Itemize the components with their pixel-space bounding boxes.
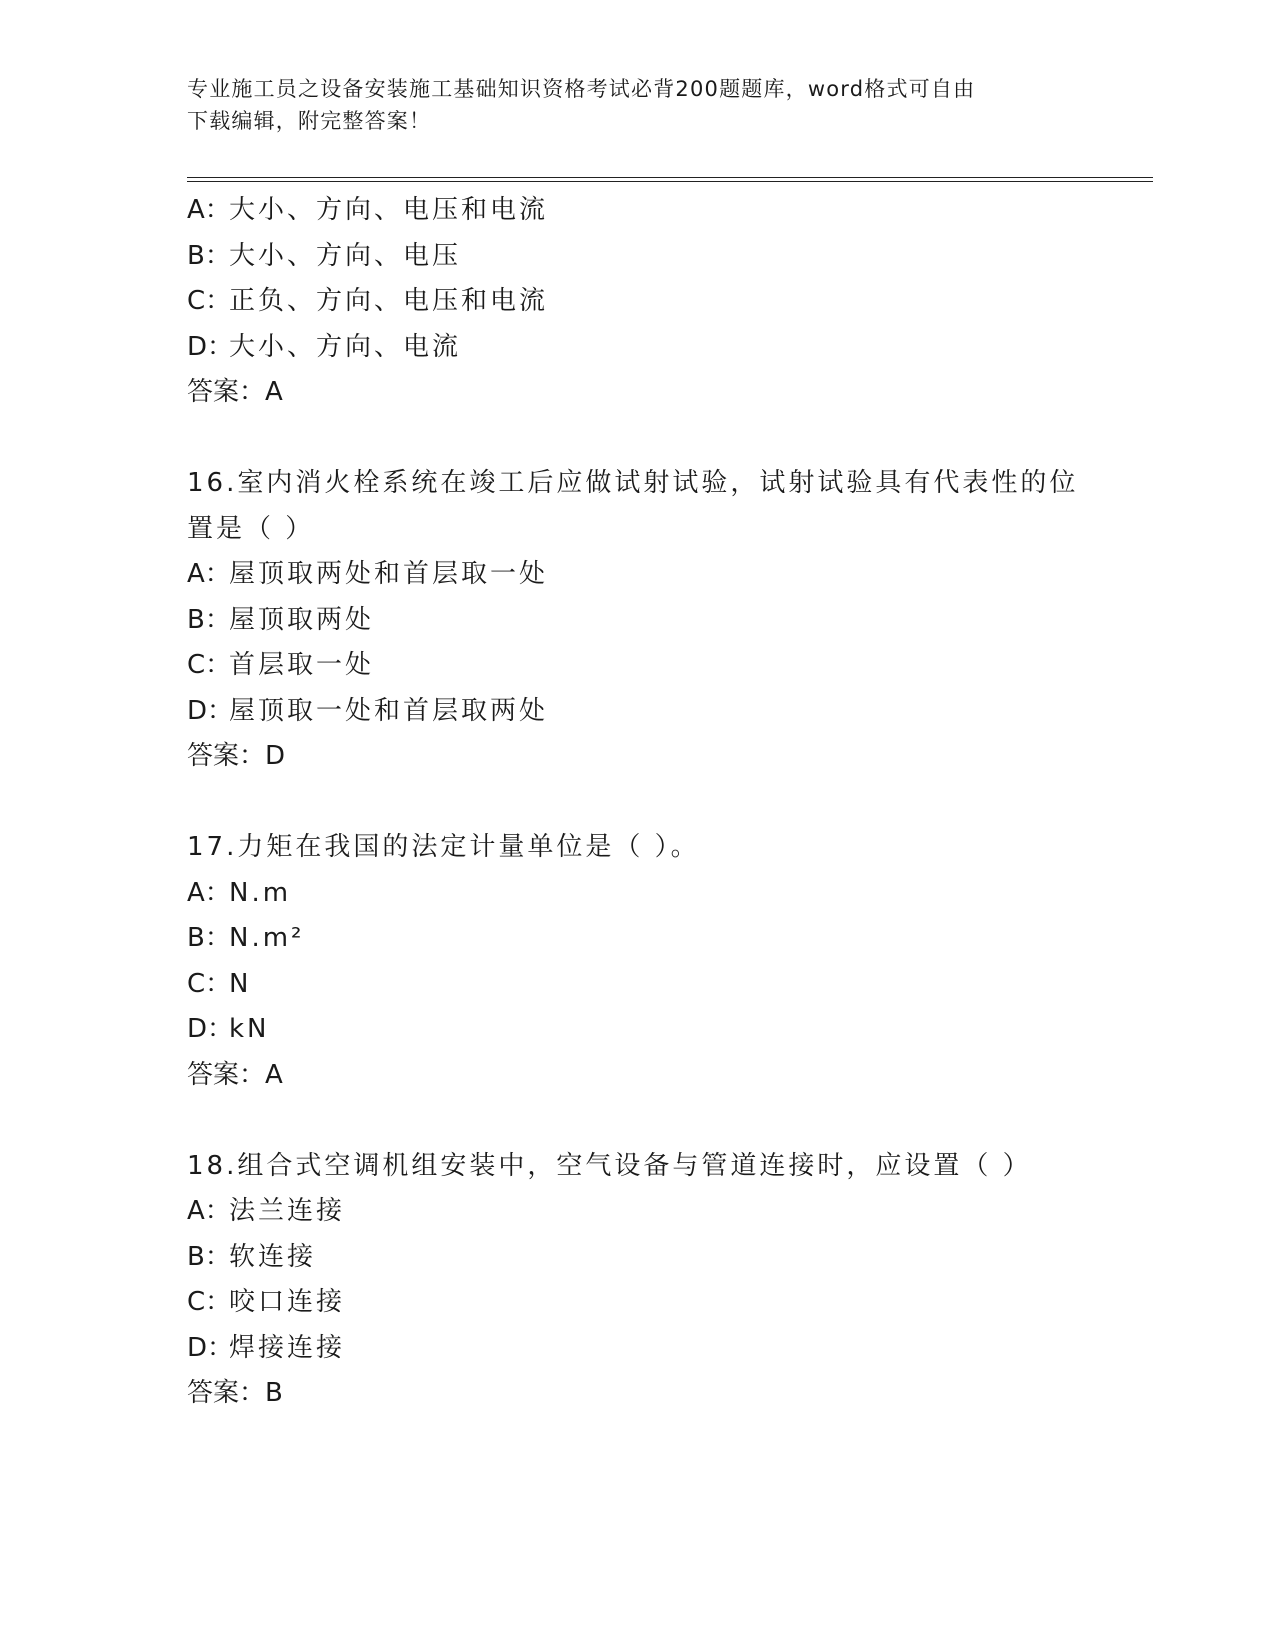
option-text: 法兰连接 [229, 1196, 346, 1226]
option-text: 屋顶取一处和首层取两处 [229, 695, 549, 726]
question-stem: 16.室内消火栓系统在竣工后应做试射试验，试射试验具有代表性的位 [187, 468, 1079, 498]
option-key: C： [187, 650, 232, 680]
option-key: B： [187, 923, 231, 953]
option-a [187, 871, 1087, 917]
question-17 [187, 825, 1087, 1098]
option-key: C： [187, 968, 232, 999]
option-key: D： [187, 695, 234, 726]
option-c [187, 962, 1087, 1008]
question-16 [187, 461, 1087, 780]
option-text: kN [229, 1014, 270, 1044]
document-header [187, 73, 1087, 137]
option-key: A： [187, 195, 231, 225]
option-d [187, 1007, 1087, 1053]
option-key: D： [187, 1014, 234, 1044]
option-text: 焊接连接 [229, 1332, 346, 1363]
question-stem: 18.组合式空调机组安装中，空气设备与管道连接时，应设置（ ） [187, 1150, 1032, 1181]
option-text: 咬口连接 [229, 1287, 346, 1317]
option-b [187, 1235, 1087, 1281]
answer: 答案：B [187, 1378, 283, 1408]
option-key: B： [187, 240, 231, 271]
option-text: 大小、方向、电流 [229, 331, 462, 362]
option-key: A： [187, 559, 231, 589]
question-stem: 17.力矩在我国的法定计量单位是（ ）。 [187, 832, 700, 862]
option-text: N.m² [229, 923, 305, 953]
question-18 [187, 1144, 1087, 1417]
answer: 答案：A [187, 1059, 283, 1090]
answer: 答案：A [187, 377, 283, 407]
question-15 [187, 188, 1087, 416]
header-divider-top [187, 177, 1153, 178]
header-divider-bottom [187, 181, 1153, 182]
option-key: B： [187, 1241, 231, 1272]
option-b [187, 234, 1087, 280]
option-a [187, 188, 1087, 234]
option-text: 屋顶取两处和首层取一处 [229, 559, 549, 589]
question-list [187, 188, 1087, 1417]
option-a [187, 552, 1087, 598]
answer: 答案：D [187, 741, 286, 771]
option-text: 大小、方向、电压 [229, 240, 462, 271]
option-key: D： [187, 331, 234, 362]
option-text: 正负、方向、电压和电流 [229, 286, 549, 316]
question-stem-continued: 置是（ ） [187, 513, 315, 544]
option-text: 软连接 [229, 1241, 317, 1272]
option-text: N [229, 968, 252, 999]
option-d [187, 1326, 1087, 1372]
option-key: B： [187, 604, 231, 635]
spacer [187, 1098, 1087, 1144]
option-key: A： [187, 1196, 231, 1226]
option-key: D： [187, 1332, 234, 1363]
option-c [187, 643, 1087, 689]
option-text: 大小、方向、电压和电流 [229, 195, 549, 225]
option-c [187, 279, 1087, 325]
option-text: N.m [229, 877, 292, 908]
option-d [187, 325, 1087, 371]
option-key: C： [187, 286, 232, 316]
option-key: A： [187, 877, 231, 908]
spacer [187, 780, 1087, 826]
header-line-1: 专业施工员之设备安装施工基础知识资格考试必背200题题库，word格式可自由 [187, 77, 976, 101]
option-c [187, 1280, 1087, 1326]
spacer [187, 416, 1087, 462]
option-b [187, 916, 1087, 962]
option-b [187, 598, 1087, 644]
option-text: 首层取一处 [229, 650, 375, 680]
option-d [187, 689, 1087, 735]
option-text: 屋顶取两处 [229, 604, 375, 635]
option-key: C： [187, 1287, 232, 1317]
header-line-2: 下载编辑，附完整答案！ [187, 109, 432, 133]
option-a [187, 1189, 1087, 1235]
